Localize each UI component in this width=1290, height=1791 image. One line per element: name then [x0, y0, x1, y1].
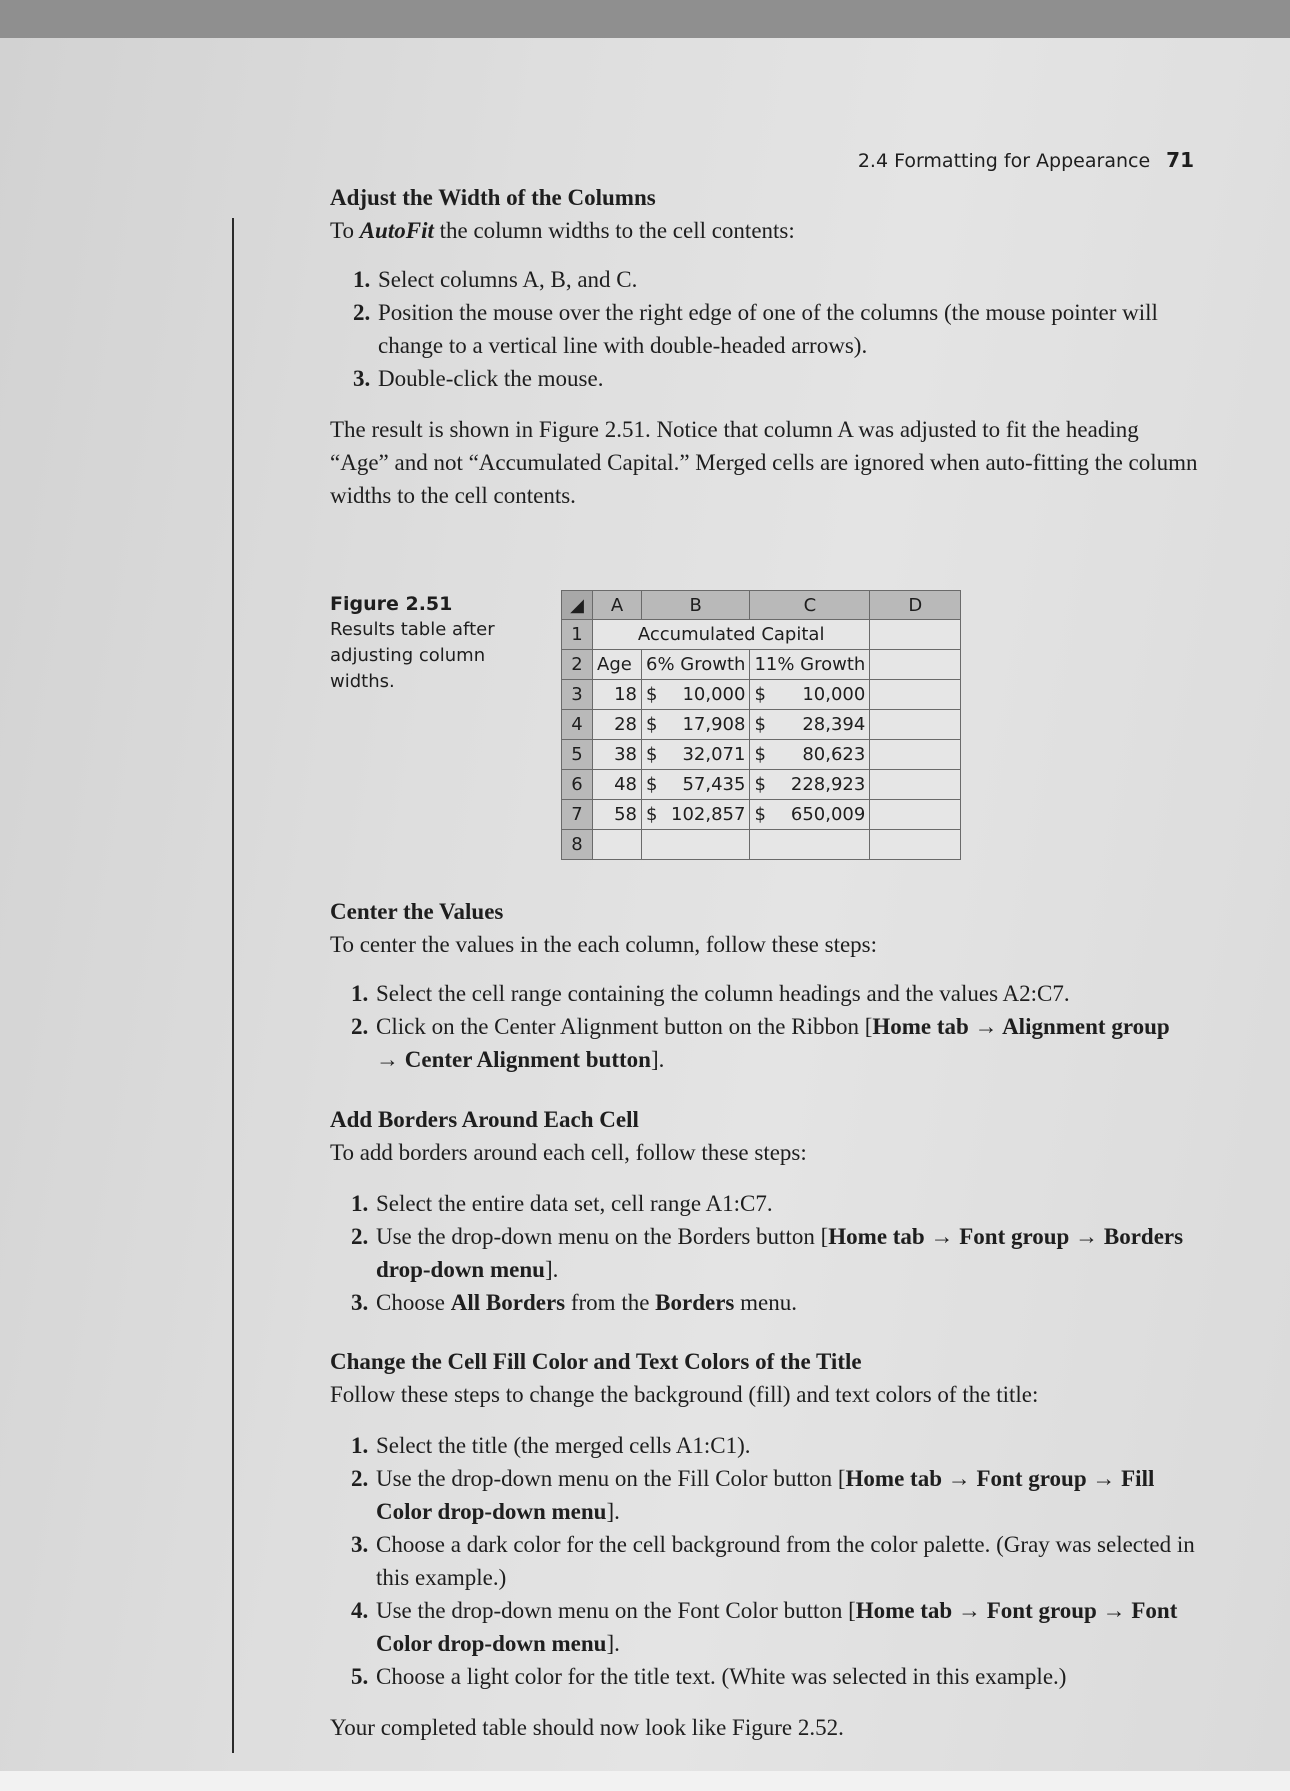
b-cell: $ 102,857 [642, 800, 750, 830]
adjust-width-section [330, 181, 1198, 512]
col-header-c: C [750, 591, 870, 620]
table-row: 3 18 $ 10,000 $ 10,000 [562, 680, 961, 710]
list-item: 3. Choose All Borders from the Borders menu. [374, 1286, 1198, 1319]
col-header-b: B [642, 591, 750, 620]
table-row: 6 48 $ 57,435 $ 228,923 [562, 770, 961, 800]
c-cell: $ 650,009 [750, 800, 870, 830]
b-cell: $ 32,071 [642, 740, 750, 770]
adjust-heading: Adjust the Width of the Columns [330, 185, 656, 210]
age-cell: 18 [593, 680, 642, 710]
fill-heading: Change the Cell Fill Color and Text Colors of the Title [330, 1349, 862, 1374]
running-header [858, 148, 1194, 172]
empty-cell [870, 650, 961, 680]
adjust-steps [330, 263, 1198, 395]
list-item: 2. Use the drop-down menu on the Borders button [Home tab → Font group → Borders drop-down menu]. [374, 1220, 1198, 1286]
list-item: 4. Use the drop-down menu on the Font Color button [Home tab → Font group → Font Color drop-down menu]. [374, 1594, 1198, 1660]
c-cell: $ 10,000 [750, 680, 870, 710]
col-header-d: D [870, 591, 961, 620]
list-item: 3. Double-click the mouse. [376, 362, 1198, 395]
list-item: 1. Select the cell range containing the column headings and the values A2:C7. [374, 977, 1198, 1010]
list-item: 1. Select the entire data set, cell range A1:C7. [374, 1187, 1198, 1220]
section-title: 2.4 Formatting for Appearance [857, 150, 1151, 172]
borders-heading: Add Borders Around Each Cell [330, 1107, 639, 1132]
c-cell: $ 28,394 [750, 710, 870, 740]
fill-intro: Follow these steps to change the background (fill) and text colors of the title: [330, 1382, 1039, 1407]
figure-caption [330, 591, 530, 695]
page-number: 71 [1166, 148, 1194, 172]
age-cell: 28 [593, 710, 642, 740]
b-cell: $ 17,908 [642, 710, 750, 740]
book-page [0, 38, 1290, 1771]
list-item: 2. Click on the Center Alignment button on the Ribbon [Home tab → Alignment group → Center Alignment button]. [374, 1010, 1198, 1076]
list-item: 1. Select the title (the merged cells A1:C1). [374, 1429, 1198, 1462]
row-header: 1 [562, 620, 593, 650]
center-intro: To center the values in the each column, follow these steps: [330, 932, 878, 957]
table-row: 7 58 $ 102,857 $ 650,009 [562, 800, 961, 830]
b-cell: $ 10,000 [642, 680, 750, 710]
row-header: 2 [562, 650, 593, 680]
adjust-intro: To AutoFit the column widths to the cell contents: [330, 218, 795, 243]
table-title: Accumulated Capital [593, 620, 870, 650]
heading-6pct: 6% Growth [642, 650, 750, 680]
table-row: 4 28 $ 17,908 $ 28,394 [562, 710, 961, 740]
table-row: 5 38 $ 32,071 $ 80,623 [562, 740, 961, 770]
figure-caption-text: Results table after adjusting column widths. [330, 619, 495, 692]
c-cell: $ 80,623 [750, 740, 870, 770]
center-steps [330, 977, 1198, 1076]
age-cell: 38 [593, 740, 642, 770]
borders-steps [330, 1187, 1198, 1319]
borders-intro: To add borders around each cell, follow these steps: [330, 1140, 807, 1165]
adjust-result: The result is shown in Figure 2.51. Notice that column A was adjusted to fit the heading “Age” and not “Accumulated Capital.” Merged cells are ignored when auto-fitting the column widths to the cell contents. [330, 417, 1198, 508]
fill-steps [330, 1429, 1198, 1693]
heading-age: Age [593, 650, 642, 680]
closing-sentence: Your completed table should now look like Figure 2.52. [330, 1715, 844, 1740]
empty-cell [870, 620, 961, 650]
list-item: 2. Position the mouse over the right edge of one of the columns (the mouse pointer will change to a vertical line with double-headed arrows). [376, 296, 1198, 362]
list-item: 2. Use the drop-down menu on the Fill Color button [Home tab → Font group → Fill Color drop-down menu]. [374, 1462, 1198, 1528]
margin-rule [232, 218, 234, 1753]
corner-cell: ◢ [562, 591, 593, 620]
age-cell: 58 [593, 800, 642, 830]
center-heading: Center the Values [330, 899, 504, 924]
age-cell: 48 [593, 770, 642, 800]
bottom-strip [0, 1771, 1290, 1791]
borders-section [330, 1103, 1198, 1319]
c-cell: $ 228,923 [750, 770, 870, 800]
list-item: 1. Select columns A, B, and C. [376, 263, 1198, 296]
heading-11pct: 11% Growth [750, 650, 870, 680]
col-header-a: A [593, 591, 642, 620]
fill-color-section [330, 1345, 1198, 1744]
spreadsheet-figure [561, 590, 961, 860]
b-cell: $ 57,435 [642, 770, 750, 800]
list-item: 5. Choose a light color for the title text. (White was selected in this example.) [374, 1660, 1198, 1693]
row-header: 8 [562, 830, 593, 860]
list-item: 3. Choose a dark color for the cell background from the color palette. (Gray was selected in this example.) [374, 1528, 1198, 1594]
figure-label: Figure 2.51 [330, 593, 453, 615]
center-values-section [330, 895, 1198, 1076]
